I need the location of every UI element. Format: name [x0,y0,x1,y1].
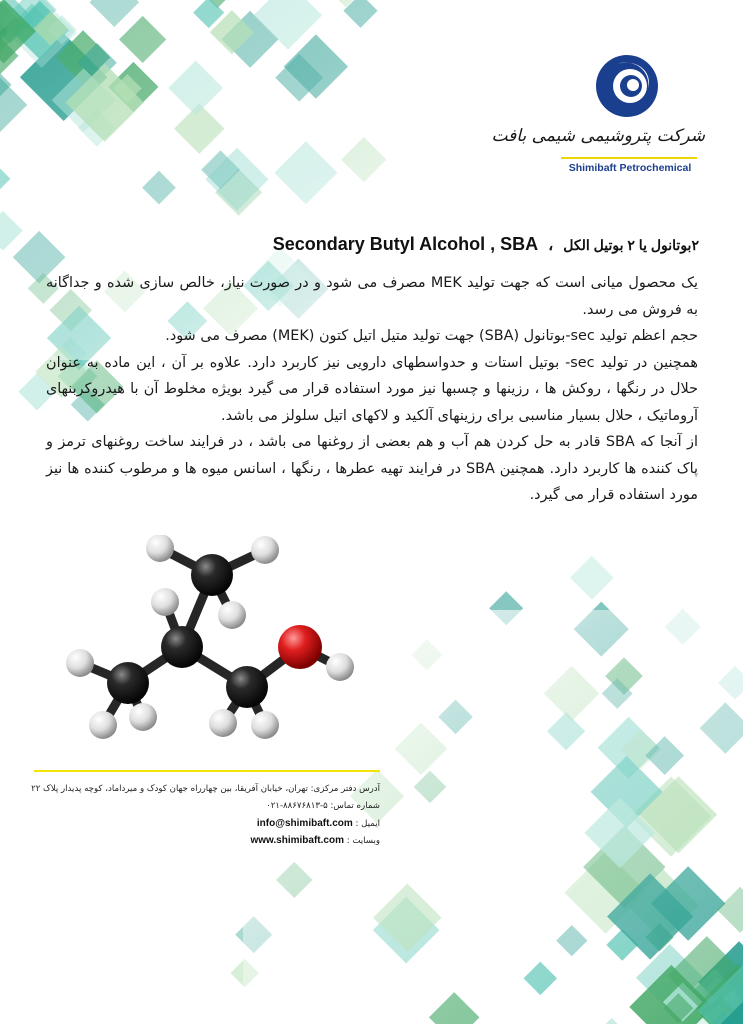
carbon-atom [161,626,203,668]
email-label: ایمیل : [355,819,380,829]
hydrogen-atom [146,535,174,562]
carbon-atom [191,554,233,596]
oxygen-atom [278,625,322,669]
email-link[interactable]: info@shimibaft.com [256,818,353,829]
website-link[interactable]: www.shimibaft.com [250,835,344,846]
hydrogen-atom [129,703,157,731]
decorative-diamond [570,556,614,600]
hydrogen-atom [251,536,279,564]
molecule-image [55,535,365,750]
title-english: Secondary Butyl Alcohol , SBA [272,234,539,254]
footer-email-row [36,815,380,832]
hydrogen-atom [89,711,117,739]
carbon-atom [107,662,149,704]
product-title [273,234,699,255]
paragraph-intro: یک محصول میانی است که جهت تولید MEK مصرف می شود و در صورت نیاز، خالص سازی شده و جداگانه به فروش می رسد. [46,275,698,318]
logo-name-english: Shimibaft Petrochemical [568,162,692,174]
paragraph-mek-usage: حجم اعظم تولید sec-بوتانول (SBA) جهت تولید متیل اتیل کتون (MEK) مصرف می شود. [165,328,698,344]
footer-phone: شماره تماس: ۵-۸۸۶۷۶۸۱۳-۰۲۱ [266,801,380,811]
footer-divider [34,770,380,772]
footer-address: آدرس دفتر مرکزی: تهران، خیابان آفریقا، بین چهارراه جهان کودک و میرداماد، کوچه پدیدار پلاک ۲۲ [31,784,380,794]
title-separator: ، [548,237,554,254]
footer-website-row [36,832,380,849]
hydrogen-atom [326,653,354,681]
website-label: وبسایت : [346,836,380,846]
title-persian: ۲بوتانول یا ۲ بوتیل الکل [563,237,699,253]
hydrogen-atom [151,588,179,616]
logo-divider [561,157,697,159]
product-description [46,270,698,509]
carbon-atom [226,666,268,708]
contact-info [31,781,380,849]
hydrogen-atom [218,601,246,629]
paragraph-solvent-uses: از آنجا که SBA قادر به حل کردن هم آب و هم بعضی از روغنها می باشد ، در فرایند ساخت روغنهای ترمز و پاک کننده ها کاربرد دارد. همچنین SBA در فرایند تهیه عطرها ، رنگها ، اسانس میوه ها و مرطوب کننده ها نیز مورد استفاده قرار می گیرد. [46,434,698,503]
hydrogen-atom [251,711,279,739]
shimibaft-ring-icon [593,52,661,120]
logo-name-persian: شرکت پتروشیمی شیمی بافت [491,126,705,146]
hydrogen-atom [66,649,94,677]
hydrogen-atom [209,709,237,737]
paragraph-applications: همچنین در تولید sec- بوتیل استات و حدواسطهای دارویی نیز کاربرد دارد. علاوه بر آن ، این ماده به عنوان حلال در رنگها ، روکش ها ، رزینها و چسبها نیز مورد استفاده قرار می گیرد بویژه مخلوط آن با هیدروکربنهای آروماتیک ، حلال بسیار مناسبی برای رزینهای آلکید و لاکهای اتیل سلولز می باشد. [46,354,699,424]
